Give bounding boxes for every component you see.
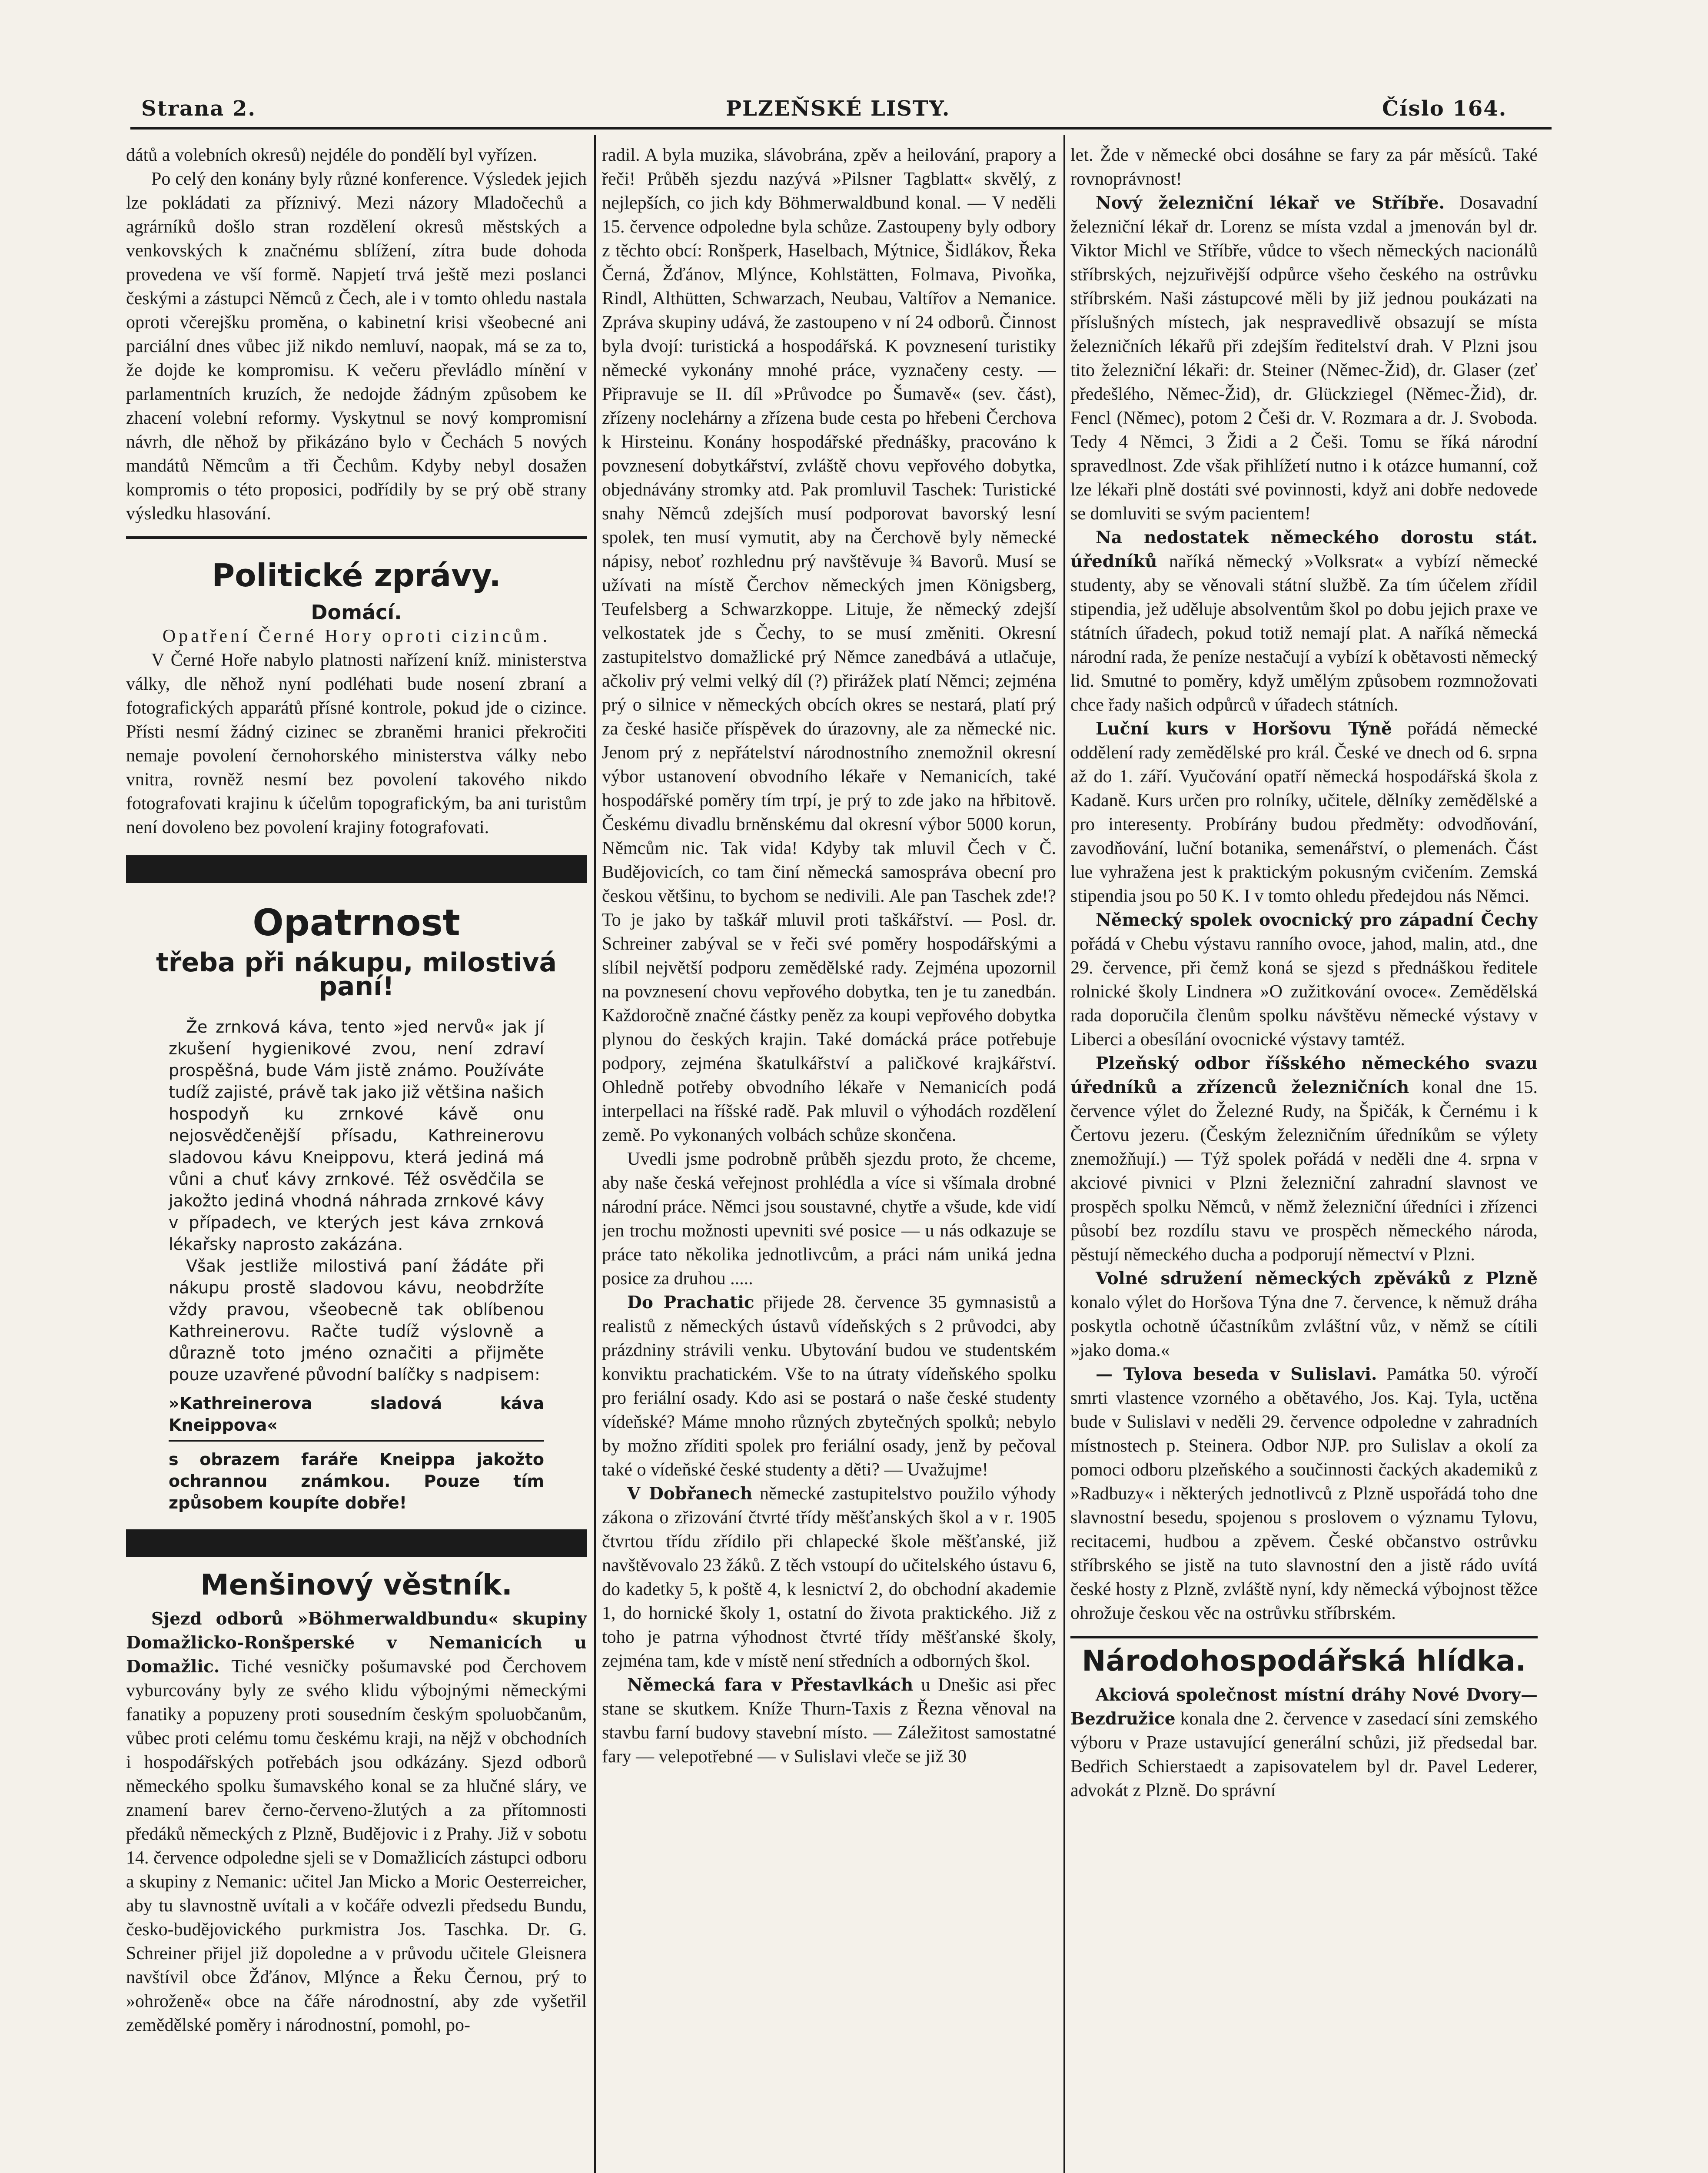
paragraph: Však jestliže milostivá paní žádáte při nákupu prostě sladovou kávu, neobdržíte vždy pravou, všeobecně tak oblíbenou Kathreinerovu. Račte tudíž výslovně a důrazně toto jméno označiti a přijměte pouze uzavřené původní balíčky s nadpisem: (169, 1256, 544, 1384)
article-body: konalo výlet do Horšova Týna dne 7. července, k němuž dráha poskytla ochotně účastníkům zvláštní vůz, v němž se cítili »jako doma.« (1070, 1293, 1538, 1360)
paragraph (1070, 191, 1538, 526)
section-subtitle: Domácí. (311, 601, 402, 624)
paragraph: radil. A byla muzika, slávobrána, zpěv a heilování, prapory a řeči! Průběh sjezdu nazývá »Pilsner Tagblatt« skvělý, z nejlepších, co jich kdy Böhmerwaldbund konal. — V neděli 15. července odpoledne byla schůze. Zastoupeny byly odbory z těchto obcí: Ronšperk, Haselbach, Mýtnice, Šidlákov, Řeka Černá, Žďánov, Mlýnce, Kohlstätten, Folmava, Pivoňka, Rindl, Althütten, Schwarzach, Neubau, Valtířov a Nemanice. Zpráva skupiny udává, že zastoupeno v ní 24 odborů. Činnost byla dvojí: turistická a hospodářská. K povznesení turistiky německé vykonány mnohé práce, vyznačeny cesty. — Připravuje se II. díl »Průvodce po Šumavě« (sev. část), zřízeny noclehárny a zřízena bude cesta po hřebeni Čerchova k Hirsteinu. Konány hospodářské přednášky, pracováno k povznesení dobytkářství, zvláště chovu vepřového dobytka, objednávány stromky atd. Pak promluvil Taschek: Turistické snahy Němců zdejších musí podporovat bavorský lesní spolek, ten musí vymutit, aby na Čerchově byly německé nápisy, neboť rozhlednu prý navštěvuje ¾ Bavorů. Musí se užívati na místě Čerchov německých jmen Königsberg, Teufelsberg a Schwarzkoppe. Lituje, že německý zdejší velkostatek jde s Čechy, to se musí změniti. Okresní zastupitelstvo domažlické prý Němce zanedbává a utlačuje, ačkoliv prý velmi velký díl (?) přirážek platí Němci; zejména prý o silnice v německých obcích okres se nestará, platí prý za české hasiče příspěvek do úrazovny, ale za německé nic. Jenom prý z nepřátelství národnostního znemožnil okresní výbor ustanovení obvodního lékaře v Nemanicích, také hospodářské poměry tím trpí, je prý to zde jako na hřbitově. Českému divadlu brněnskému dal okresní výbor 5000 korun, Němcům nic. Tak vida! Kdyby tak mluvil Čech v Č. Budějovicích, co tam činí německá samospráva obecní pro českou většinu, to bychom se nedivili. Ale pan Taschek zde!? To je jako by taškář mluvil proti taškářství. — Posl. dr. Schreiner zabýval se v řeči své poměry hospodářskými a slíbil největší podporu zemědělské rady. Zejména upozornil na povznesení chovu vepřového dobytka, ten je tu zanedbán. Každoročně značné částky peněz za koupi vepřového dobytka plynou do českých krajin. Také domácká práce potřebuje podpory, zejména škatulkářství a paličkové krajkářství. Ohledně potřeby obvodního lékaře v Nemanicích podá interpellaci na říšské radě. Pak mluvil o výhodách rozdělení země. Po vykonaných volbách schůze skončena. (602, 145, 1056, 1145)
article-body: u Dnešic asi přec stane se skutkem. Kníže Thurn-Taxis z Řezna věnoval na stavbu farní budovy stavební místo. — Záležitost samostatné fary — velepotřebné — v Sulislavi vleče se již 30 (602, 1675, 1056, 1767)
section-title: Menšinový věstník. (200, 1568, 512, 1602)
article-lead: Do Prachatic (627, 1293, 754, 1312)
ad-subheadline: třeba při nákupu, milostivá paní! (156, 947, 557, 1002)
ad-brand: »Kathreinerova sladová káva Kneippova« (169, 1394, 544, 1435)
paragraph: V Černé Hoře nabylo platnosti nařízení kníž. ministerstva války, dle něhož nyní podléhati bude nosení zbraní a fotografických apparátů přísné kontrole, pokud jde o cizince. Přísti nesmí žádný cizinec se zbraněmi hranici překročiti nemaje povolení černohorského ministerstva války nebo vnitra, rovněž nesmí bez povolení takového nikdo fotografovati krajinu k účelům topografickým, ba ani turistům není dovoleno bez povolení krajiny fotografovati. (126, 650, 587, 837)
article-lead: Volné sdružení německých zpěváků z Plzně (1096, 1269, 1538, 1289)
ad-headline: Opatrnost (253, 901, 460, 944)
paragraph (1070, 908, 1538, 1052)
section-title: Politické zprávy. (212, 557, 501, 594)
ad-divider (169, 1440, 544, 1442)
ad-border (126, 1529, 587, 1557)
article-lead: Akciová společnost místní dráhy Nové Dvory—Bezdružice (1070, 1685, 1538, 1729)
section-rule (1070, 1636, 1538, 1638)
column-3 (1070, 143, 1538, 2173)
paragraph (602, 1673, 1056, 1769)
article-body: naříká německý »Volksrat« a vybízí německé studenty, aby se věnovali státní službě. Za tím účelem zřídil stipendia, jež uděluje absolventům škol po dobu jejich praxe ve státních úřadech, pokud totiž nemají plat. A naříká německá národní rada, že peníze nestačují a vybízí k obětavosti německý lid. Smutné to poměry, když umělým způsobem rozmnožovati chce řady našich odpůrců v úřadech státních. (1070, 552, 1538, 715)
page-number: Strana 2. (141, 96, 256, 121)
paragraph (126, 1607, 587, 2037)
column-1 (126, 143, 587, 2173)
article-lead: — Tylova beseda v Sulislavi. (1096, 1364, 1377, 1384)
issue-number: Číslo 164. (1382, 96, 1507, 121)
article-body: přijede 28. července 35 gymnasistů a realistů z německých ústavů vídeňských s 2 průvodci, aby prázdniny strávili venku. Ubytování budou ve studentském konviktu prachatickém. Vše to na útraty vídeňského spolku pro feriální osady. Kdo asi se postará o naše české studenty vídeňské? Máme mnoho různých zbytečných spolků; nebylo by možno zříditi spolek pro feriální osady, jenž by pečoval také o vídeňské české studenty a děti? — Uvažujme! (602, 1293, 1056, 1480)
header-rule (130, 127, 1552, 130)
ad-closing: s obrazem faráře Kneippa jakožto ochrannou známkou. Pouze tím způsobem koupíte dobře! (169, 1450, 544, 1512)
advertisement (126, 899, 587, 1514)
article-body: pořádá německé oddělení rady zemědělské pro král. České ve dnech od 6. srpna až do 1. září. Vyučování opatří německá hospodářská škola z Kadaně. Kurs určen pro rolníky, učitele, dělníky zemědělské a pro interesenty. Probírány budou předměty: odvodňování, zavodňování, luční botanika, semenářství, o plemenách. Část lue vyhražena jest k praktickým pokusným cvičením. Zemská stipendia jsou po 50 K. I v tomto ohledu předejdou nás Němci. (1070, 719, 1538, 906)
section-title: Národohospodářská hlídka. (1082, 1644, 1526, 1678)
article-body: německé zastupitelstvo použilo výhody zákona o zřizování čtvrté třídy měšťanských škol a v r. 1905 čtvrtou třídu zřídilo při chlapecké škole měšťanské, již navštěvovalo 23 žáků. Z těch vstoupí do učitelského ústavu 6, do kadetky 5, k poště 4, k lesnictví 2, do obchodní akademie 1, do hornické školy 1, ostatní do života praktického. Již z toho je patrna výhodnost čtvrté třídy měšťanské školy, zejména tam, kde v místě není středních a odborných škol. (602, 1484, 1056, 1671)
article-body: konala dne 2. července v zasedací síni zemského výboru v Praze ustavující generální schůzi, již předsedal bar. Bedřich Schierstaedt a zapisovatelem byl dr. Pavel Lederer, advokát z Plzně. Do správní (1070, 1709, 1538, 1801)
article-body: Památka 50. výročí smrti vlastence vzorného a obětavého, Jos. Kaj. Tyla, uctěna bude v Sulislavi v neděli 29. července odpoledne v zahradních místnostech p. Steinera. Odbor NJP. pro Sulislav a okolí za pomoci odboru plzeňského a součinnosti čackých akademiků z »Radbuzy« i některých jednotlivců z Plzně uspořádá toho dne slavnostní besedu, spojenou s proslovem o významu Tylovu, recitacemi, hudbou a zpěvem. České občanstvo ostrůvku stříbrského se jistě na tuto slavnostní den a jistě rádo uvítá české hosty z Plzně, zvláště nyní, kdy německá výbojnost těžce ohrožuje českou věc na ostrůvku stříbrském. (1070, 1364, 1538, 1623)
paragraph: let. Žde v německé obci dosáhne se fary za pár měsíců. Také rovnoprávnost! (1070, 145, 1538, 189)
article-lead: V Dobřanech (627, 1484, 753, 1504)
article-lead: Nový železniční lékař ve Stříbře. (1096, 193, 1445, 213)
paragraph (602, 1291, 1056, 1482)
article-body: pořádá v Chebu výstavu ranního ovoce, jahod, malin, atd., dne 29. července, při čemž koná se sjezd s přednáškou ředitele rolnické školy Lindnera »O zužitkování ovoce«. Zemědělská rada doporučila členům spolku návštěvu německé výstavy v Liberci a obesílání ovocnické výstavy tamtéž. (1070, 934, 1538, 1050)
paragraph: Uvedli jsme podrobně průběh sjezdu proto, že chceme, aby naše česká veřejnost prohlédla a více si všímala drobné národní práce. Němci jsou soustavné, chytře a všude, kde vidí jen trochu možnosti upevniti své posice — u nás odkazuje se práce tato několika jednotlivcům, a práci nám uniká jedna posice za druhou ..... (602, 1149, 1056, 1289)
paragraph (1070, 526, 1538, 717)
article-lead: Německý spolek ovocnický pro západní Čechy (1096, 910, 1538, 930)
paragraph (1070, 1683, 1538, 1803)
paragraph: Po celý den konány byly různé konference. Výsledek jejich lze pokládati za příznivý. Mezi názory Mladočechů a agrárníků došlo stran rozdělení okresů městských a venkovských k značnému sblížení, zítra bude dohoda provedena ve vší formě. Napjetí trvá ještě mezi poslanci českými a zástupci Němců z Čech, ale i v tomto ohledu nastala oproti včerejšku proměna, o kabinetní krisi všeobecné ani parciální dnes vůbec již nikdo nemluví, naopak, má se za to, že dojde ke kompromisu. K večeru převládlo mínění v parlamentních kruzích, že nedojde žádným způsobem ke zhacení volební reformy. Vyskytnul se nový kompromisní návrh, dle něhož by přikázáno bylo v Čechách 5 nových mandátů Němcům a tři Čechům. Kdyby nebyl dosažen kompromis o této proposici, podřídily by se prý obě strany výsledku hlasování. (126, 169, 587, 524)
ad-body (138, 1016, 575, 1386)
paragraph (1070, 1362, 1538, 1625)
article-lead: Německá fara v Přestavlkách (627, 1675, 914, 1695)
masthead-title: PLZEŇSKÉ LISTY. (726, 96, 950, 121)
paragraph (1070, 1052, 1538, 1267)
column-separator (1063, 135, 1065, 2173)
paragraph: dátů a volebních okresů) nejdéle do pondělí byl vyřízen. (126, 145, 537, 165)
article-lead: Luční kurs v Horšovu Týně (1096, 719, 1392, 739)
paragraph (1070, 1267, 1538, 1362)
paragraph: Že zrnková káva, tento »jed nervů« jak jí zkušení hygienikové zvou, není zdraví prospěšná, bude Vám jistě známo. Používáte tudíž zajisté, právě tak jako již většina našich hospodyň ku zrnkové kávě onu nejosvědčenější přísadu, Kathreinerovu sladovou kávu Kneippovu, která jediná má vůni a chuť kávy zrnkové. Též osvědčila se jakožto jediná vhodná náhrada zrnkové kávy v případech, ve kterých jest káva zrnková lékařsky naprosto zakázána. (169, 1017, 544, 1254)
article-lead: Na nedostatek německého dorostu stát. úředníků (1070, 528, 1538, 571)
column-separator (594, 135, 596, 2173)
article-lead: Plzeňský odbor říšského německého svazu úředníků a zřízenců železničních (1070, 1053, 1538, 1097)
paragraph (1070, 717, 1538, 908)
article-body: konal dne 15. července výlet do Železné Rudy, na Špičák, k Černému i k Čertovu jezeru. (Českým železničním úředníkům se výlety znemožňují.) — Týž spolek pořádá v neděli dne 4. srpna v akciové pivnici v Plzni železniční zahradní slavnost ve prospěch spolku Němců, v němž železniční úředníci i zřízenci působí bez rozdílu stavu ve prospěch německého národa, pěstují německého ducha a podporují němectví v Plzni. (1070, 1077, 1538, 1265)
ad-border (126, 855, 587, 883)
section-rule (126, 536, 587, 539)
paragraph (602, 1482, 1056, 1673)
article-headline: Opatření Černé Hory oproti cizincům. (162, 626, 551, 646)
article-body: Tiché vesničky pošumavské pod Čerchovem vyburcovány byly ze svého klidu výbojnými německými fanatiky a popuzeny proti sousedním českým spoluobčanům, vůbec proti celému tomu českému kraji, na nějž v obchodních i hospodářských potřebách jsou odkázány. Sjezd odborů německého spolku šumavského konal se za hlučné sláry, ve znamení barev černo-červeno-žlutých a za přítomnosti předáků německých z Plzně, Budějovic i z Prahy. Již v sobotu 14. července odpoledne sjeli se v Domažlicích zástupci odboru a skupiny z Nemanic: učitel Jan Micko a Moric Oesterreicher, aby tu slavnostně uvítali a v kočáře odvezli předsedu Bundu, česko-budějovického purkmistra Jos. Taschka. Dr. G. Schreiner přijel již dopoledne a v průvodu učitele Gleisnera navštívil obce Žďánov, Mlýnce a Řeku Černou, prý to »ohroženě« obce na čáře národnostní, aby zde vyšetřil zemědělské poměry i národnostní, pomohl, po- (126, 1657, 587, 2035)
article-lead: Sjezd odborů »Böhmerwaldbundu« skupiny Domažlicko-Ronšperské v Nemanicích u Domažlic. (126, 1609, 587, 1677)
article-body: Dosavadní železniční lékař dr. Lorenz se místa vzdal a jmenován byl dr. Viktor Michl ve Stříbře, vůdce to všech německých nacionálů stříbrských, nejzuřivější odpůrce všeho českého na ostrůvku stříbrském. Naši zástupcové měli by již jednou poukázati na příslušných místech, jak nespravedlivě obsazují se místa železničních lékařů při zdejším ředitelství drah. V Plzni jsou tito železniční lékaři: dr. Steiner (Němec-Žid), dr. Glaser (zeť předešlého, Němec-Žid), dr. Glückziegel (Němec-Žid), dr. Fencl (Němec), potom 2 Češi dr. V. Rozmara a dr. J. Svoboda. Tedy 4 Němci, 3 Židi a 2 Češi. Tomu se říká národní spravedlnost. Zde však přihlížetí nutno i k otázce humanní, což lze lékaři plně dostáti své povinnosti, když ani dobře nedovede se domluviti se svým pacientem! (1070, 193, 1538, 524)
column-2 (602, 143, 1056, 2173)
